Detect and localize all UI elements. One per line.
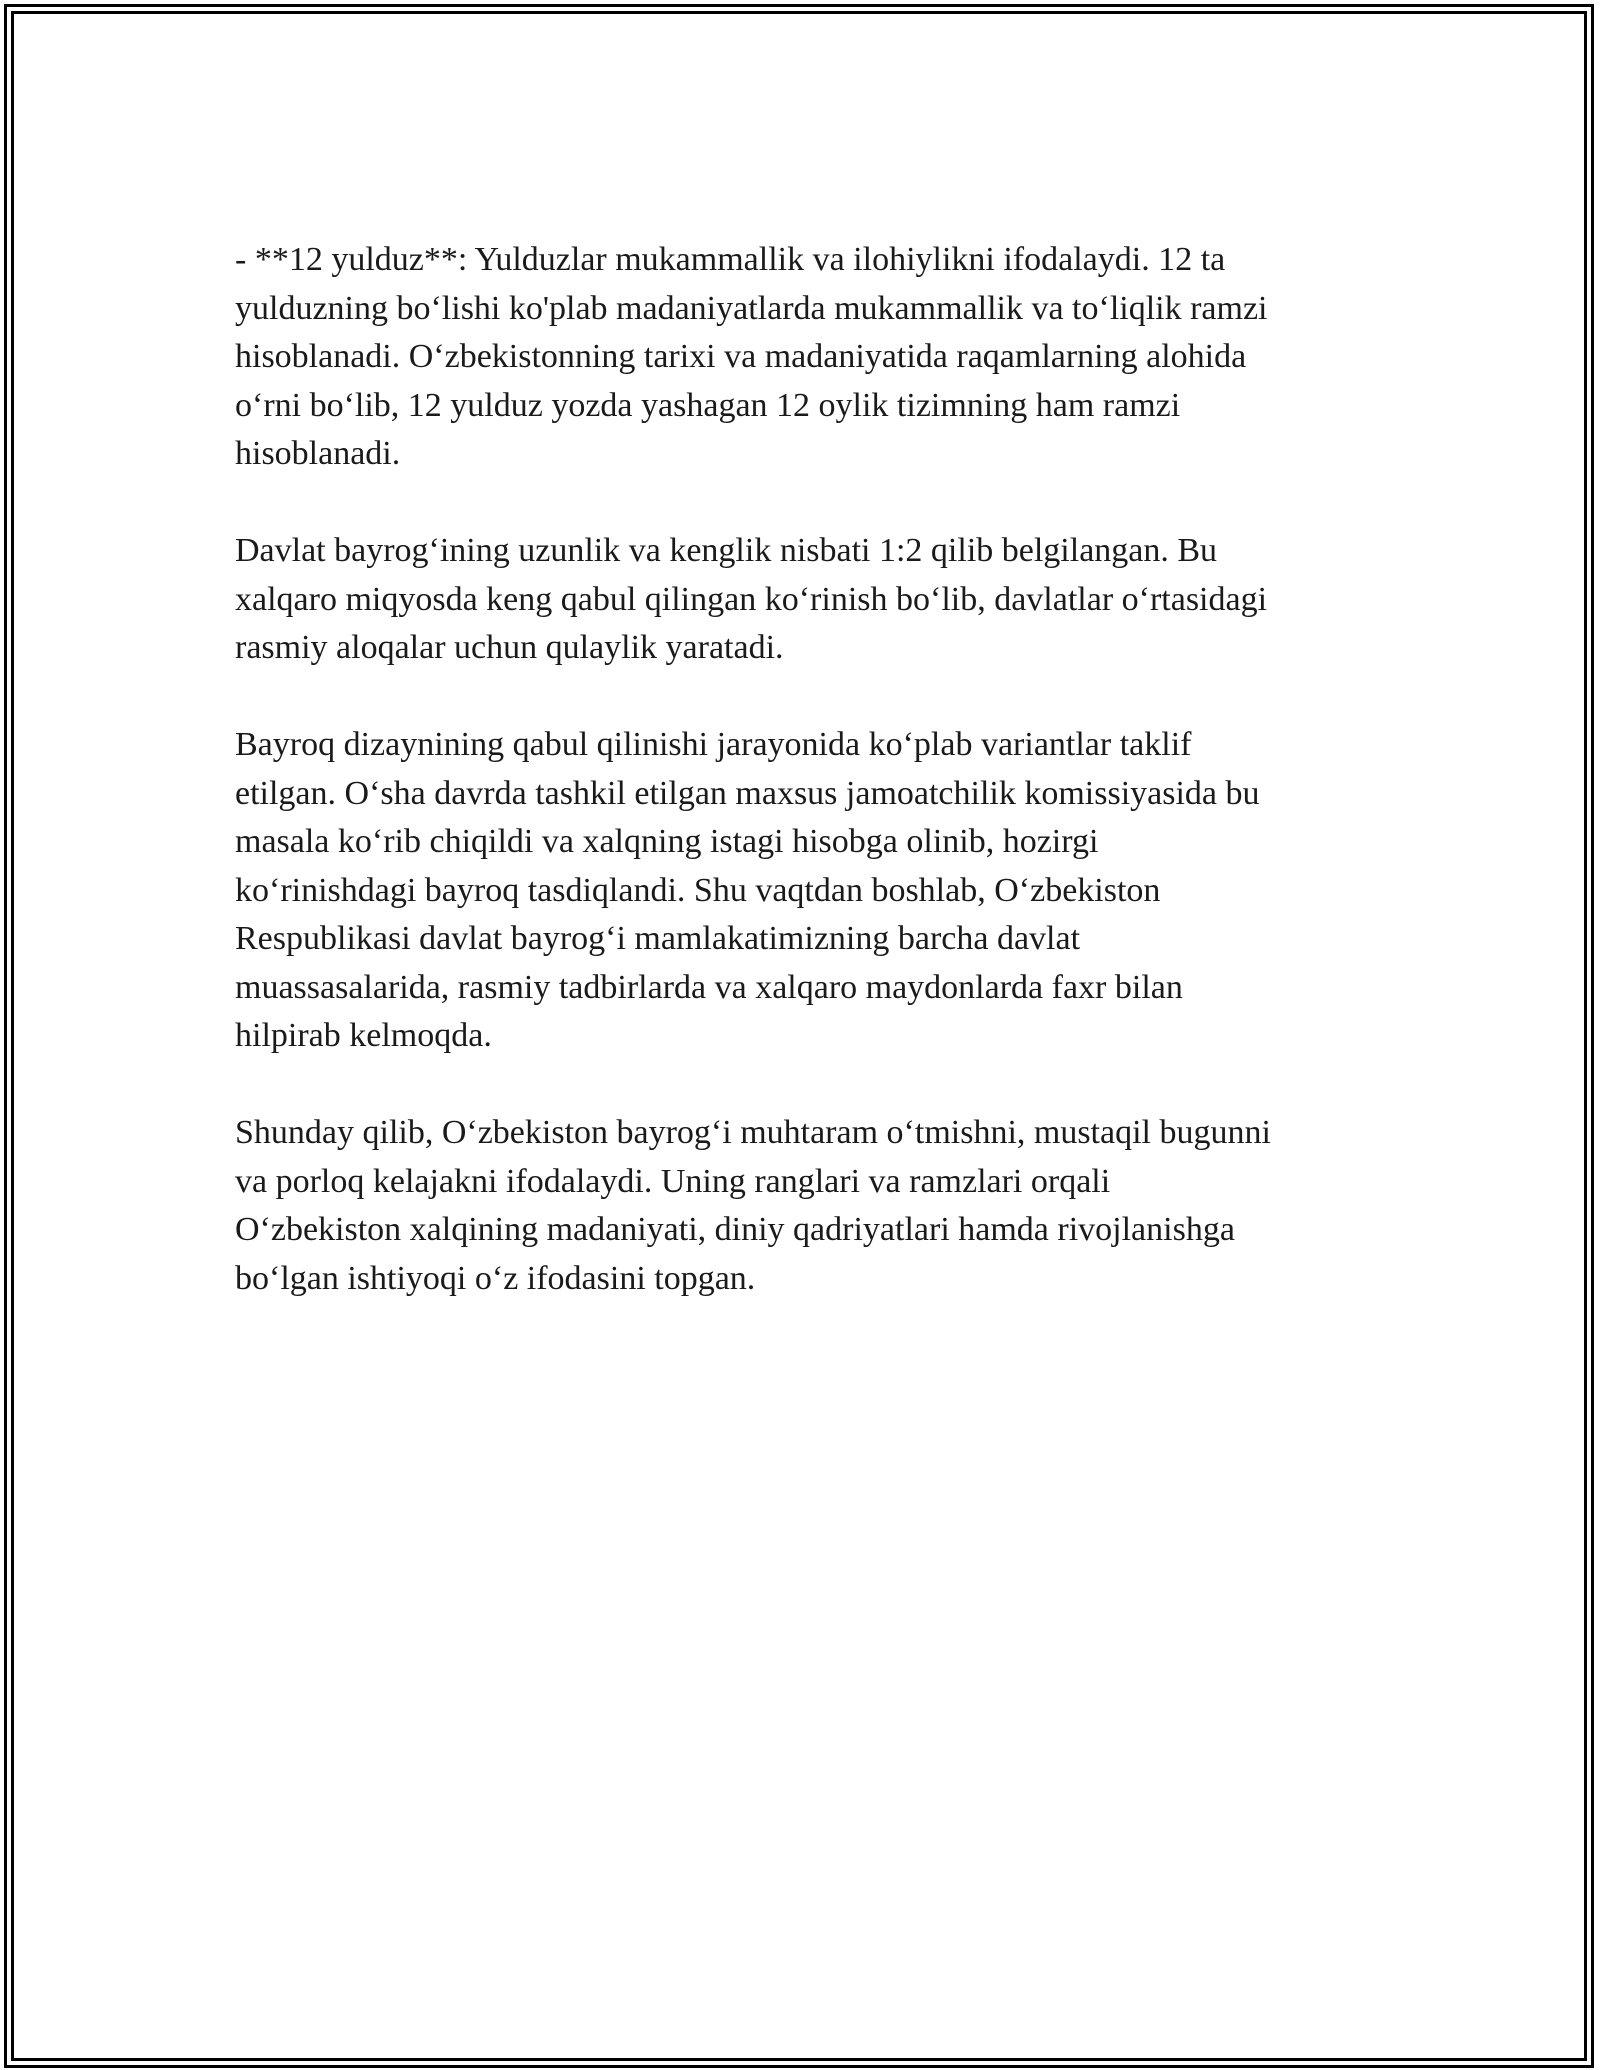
text-line: rasmiy aloqalar uchun qulaylik yaratadi. [235,629,784,666]
text-line: Respublikasi davlat bayrog‘i mamlakatimizning barcha davlat [235,920,1081,957]
paragraph-flag-ratio [235,527,1365,673]
text-line: Bayroq dizaynining qabul qilinishi jarayonida ko‘plab variantlar taklif [235,726,1192,763]
text-line: va porloq kelajakni ifodalaydi. Uning ranglari va ramzlari orqali [235,1162,1111,1200]
text-line: Shunday qilib, O‘zbekiston bayrog‘i muhtaram o‘tmishni, mustaqil bugunni [235,1114,1271,1151]
text-line: bo‘lgan ishtiyoqi o‘z ifodasini topgan. [235,1259,756,1297]
text-line: hisoblanadi. [235,435,401,472]
paragraph-conclusion [235,1109,1365,1303]
text-line: - **12 yulduz**: Yulduzlar mukammallik va ilohiylikni ifodalaydi. 12 ta [235,241,1226,278]
text-line: masala ko‘rib chiqildi va xalqning istagi hisobga olinib, hozirgi [235,823,1099,860]
text-line: o‘rni bo‘lib, 12 yulduz yozda yashagan 12 oylik tizimning ham ramzi [235,386,1181,424]
text-line: hilpirab kelmoqda. [235,1017,492,1054]
text-line: Davlat bayrog‘ining uzunlik va kenglik nisbati 1:2 qilib belgilangan. Bu [235,532,1218,569]
text-line: muassasalarida, rasmiy tadbirlarda va xalqaro maydonlarda faxr bilan [235,968,1183,1006]
paragraph-stars [235,236,1365,479]
document-body [235,236,1365,1352]
text-line: xalqaro miqyosda keng qabul qilingan ko‘rinish bo‘lib, davlatlar o‘rtasidagi [235,580,1268,618]
paragraph-design-adoption [235,721,1365,1061]
text-line: hisoblanadi. O‘zbekistonning tarixi va madaniyatida raqamlarning alohida [235,338,1247,375]
text-line: yulduzning bo‘lishi ko'plab madaniyatlarda mukammallik va to‘liqlik ramzi [235,289,1268,327]
text-line: ko‘rinishdagi bayroq tasdiqlandi. Shu vaqtdan boshlab, O‘zbekiston [235,871,1161,909]
text-line: etilgan. O‘sha davrda tashkil etilgan maxsus jamoatchilik komissiyasida bu [235,774,1260,812]
text-line: O‘zbekiston xalqining madaniyati, diniy qadriyatlari hamda rivojlanishga [235,1211,1235,1248]
